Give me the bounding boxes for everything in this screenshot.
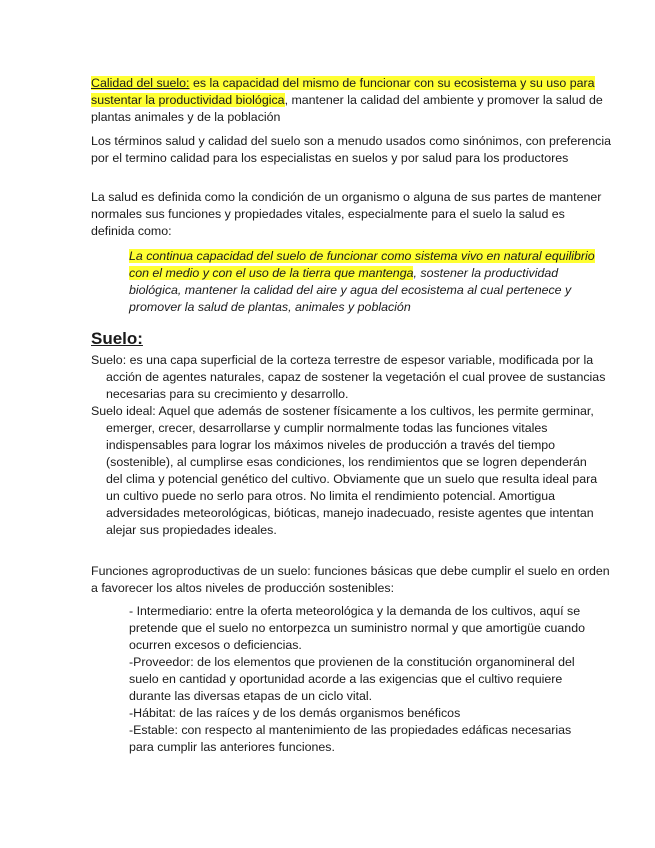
quote-highlighted: La continua capacidad del suelo de funcionar como sistema vivo en natural equilibrio con el medio y con el uso de la tierra que mantenga	[129, 249, 595, 280]
quote-rest: , sostener la productividad biológica, mantener la calidad del aire y agua del ecosistema al cual pertenece y promover la salud de plantas, animales y población	[129, 266, 572, 314]
funciones-intro: Funciones agroproductivas de un suelo: funciones básicas que debe cumplir el suelo en orden a favorecer los altos niveles de producción sostenibles:	[91, 564, 610, 595]
intro-rest: , mantener la calidad del ambiente y promover la salud de plantas animales y de la población	[91, 93, 603, 124]
suelo-heading: Suelo:	[91, 329, 143, 348]
intro-paragraph	[91, 75, 611, 126]
term-calidad-del-suelo: Calidad del suelo:	[91, 76, 190, 90]
terms-paragraph: Los términos salud y calidad del suelo son a menudo usados como sinónimos, con preferencia por el termino calidad para los especialistas en suelos y por salud para los productores	[91, 134, 612, 165]
highlighted-definition: es la capacidad del mismo de funcionar con su ecosistema y su uso para sustentar la productividad biológica	[91, 76, 595, 107]
definition-suelo-ideal: Suelo ideal: Aquel que además de sostener físicamente a los cultivos, les permite germinar, emerger, crecer, desarrollarse y cumplir normalmente todas las funciones vitales indispensables para lograr los máximos niveles de producción a través del tiempo (sostenible), al cumplirse esas condiciones, los rendimientos que se logren dependerán del clima y potencial genético del cultivo. Obviamente que un suelo que resulta ideal para un cultivo puede no serlo para otros. No limita el rendimiento potencial. Amortigua adversidades meteorológicas, bióticas, manejo inadecuado, resiste agentes que intentan alejar sus propiedades ideales.	[91, 404, 598, 537]
list-item-intermediario: - Intermediario: entre la oferta meteorológica y la demanda de los cultivos, aquí se pretende que el suelo no entorpezca un suministro normal y que amortigüe cuando ocurren excesos o deficiencias.	[129, 604, 585, 652]
health-paragraph: La salud es definida como la condición de un organismo o alguna de sus partes de mantener normales sus funciones y propiedades vitales, especialmente para el suelo la salud es definida como:	[91, 190, 602, 238]
funciones-list	[129, 603, 599, 756]
list-item-estable: -Estable: con respecto al mantenimiento de las propiedades edáficas necesarias para cumplir las anteriores funciones.	[129, 723, 572, 754]
definition-suelo: Suelo: es una capa superficial de la corteza terrestre de espesor variable, modificada por la acción de agentes naturales, capaz de sostener la vegetación el cual provee de sustancias necesarias para su crecimiento y desarrollo.	[91, 353, 606, 401]
list-item-proveedor: -Proveedor: de los elementos que provienen de la constitución organomineral del suelo en cantidad y oportunidad acorde a las exigencias que el cultivo requiere durante las diversas etapas de un ciclo vital.	[129, 655, 575, 703]
health-quote	[129, 248, 599, 316]
list-item-habitat: -Hábitat: de las raíces y de los demás organismos benéficos	[129, 706, 461, 720]
